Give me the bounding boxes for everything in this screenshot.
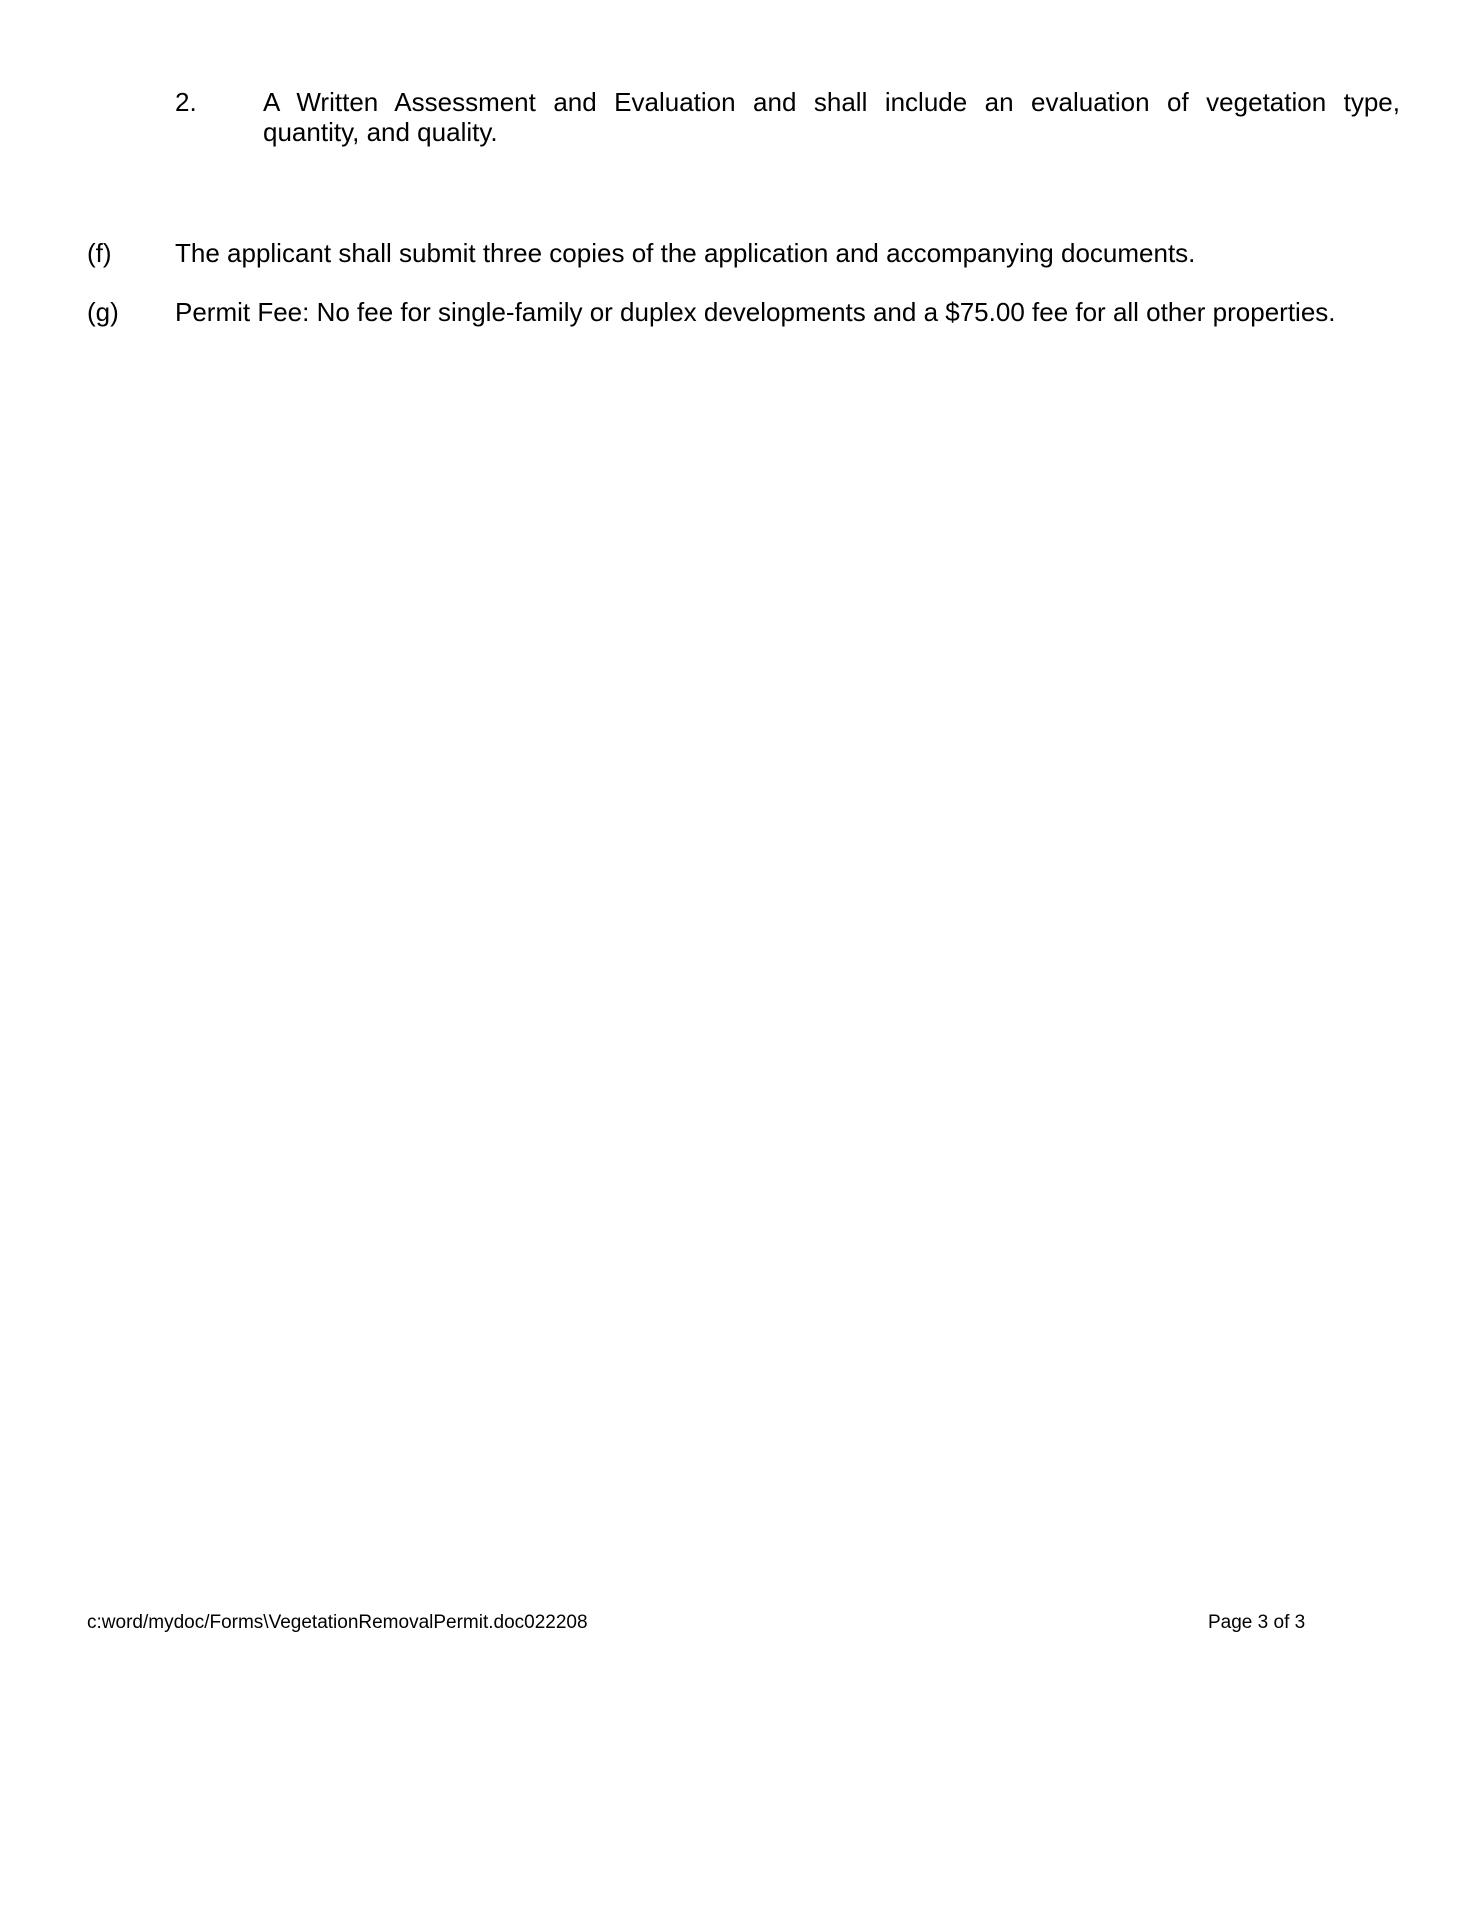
- footer-page-indicator: Page 3 of 3: [1208, 1612, 1306, 1633]
- list-item-letter: (g): [87, 297, 119, 327]
- list-item-text-line-2: quantity, and quality.: [263, 117, 498, 147]
- list-item-text-line-1: A Written Assessment and Evaluation and shall include an evaluation of vegetation type,: [263, 87, 1400, 117]
- list-item-letter: (f): [87, 238, 112, 268]
- list-item-text: The applicant shall submit three copies of the application and accompanying documents.: [175, 238, 1196, 268]
- list-item-2: [175, 87, 1400, 157]
- footer-file-path: c:word/mydoc/Forms\VegetationRemovalPermit.doc022208: [87, 1612, 588, 1633]
- list-item-number: 2.: [175, 87, 197, 117]
- list-item-f: [87, 238, 1407, 270]
- list-item-text: Permit Fee: No fee for single-family or duplex developments and a $75.00 fee for all other properties.: [175, 297, 1336, 327]
- list-item-g: [87, 297, 1407, 329]
